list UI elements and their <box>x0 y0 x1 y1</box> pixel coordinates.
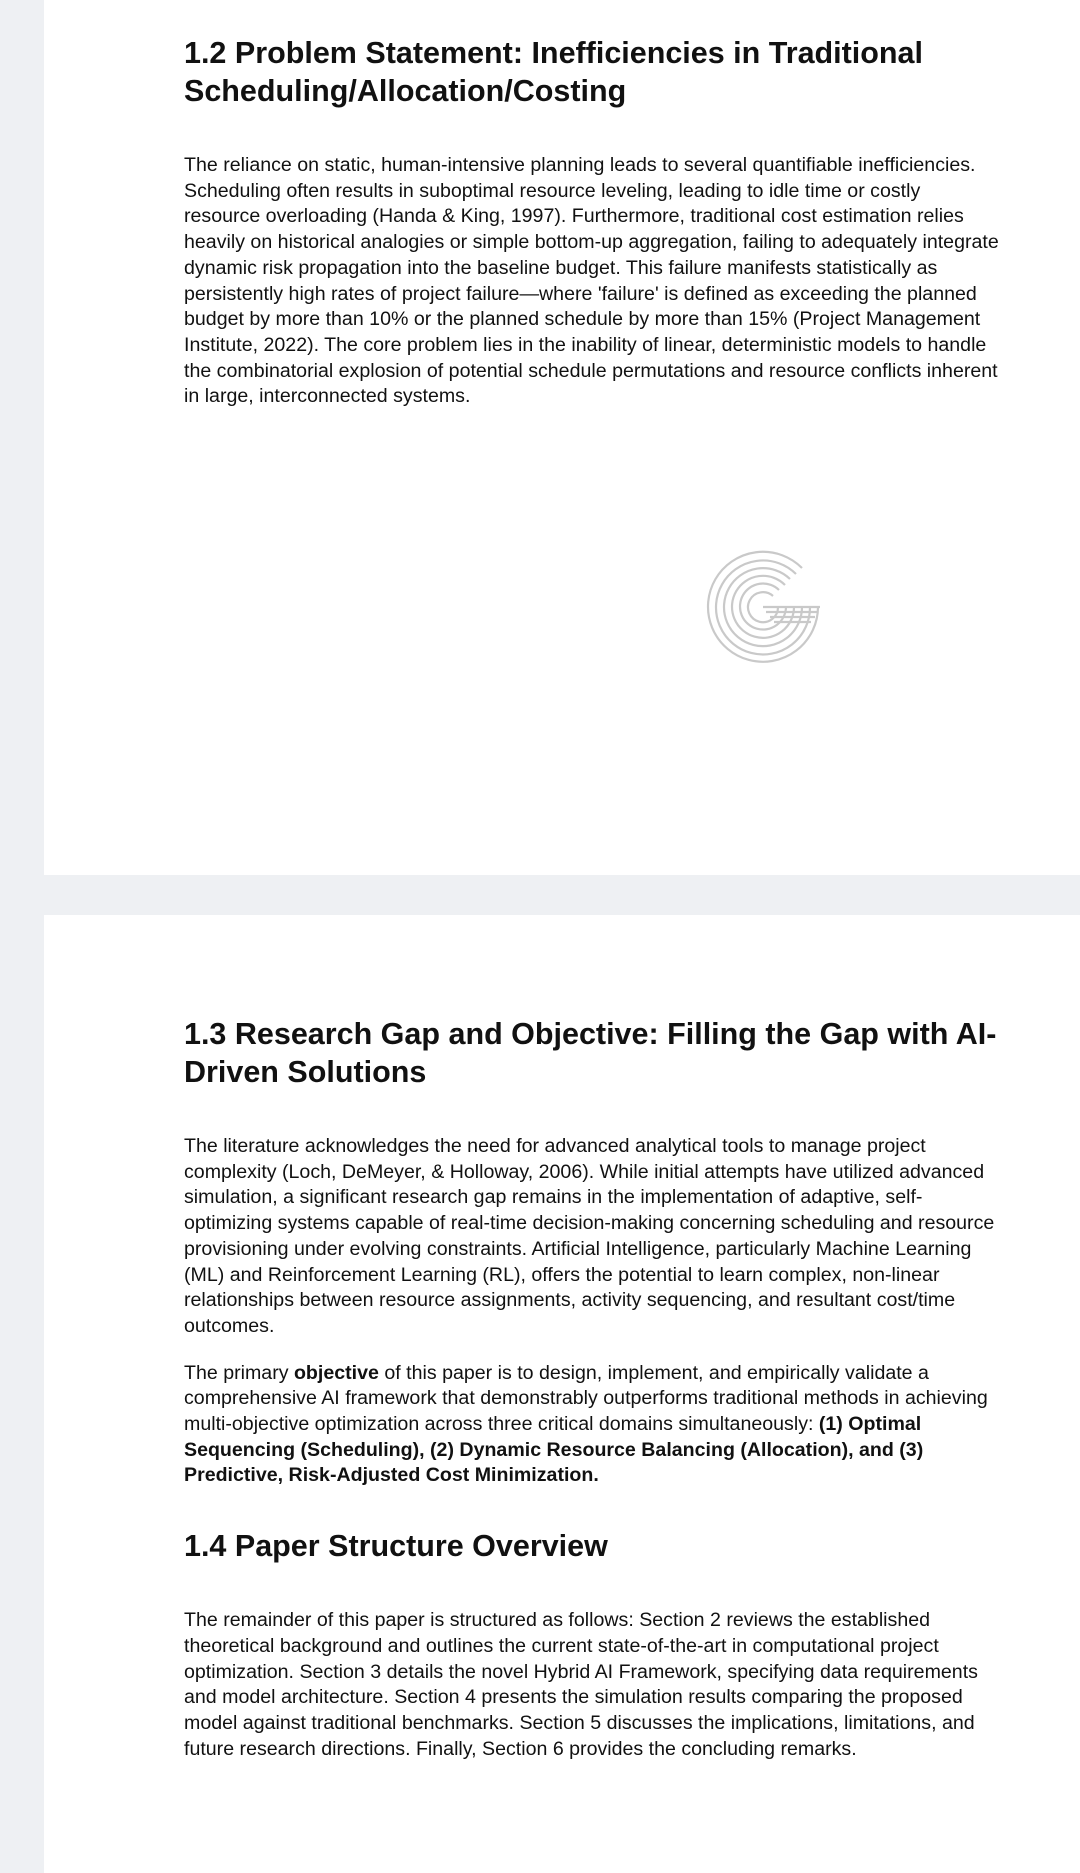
section-paragraph-1-3-a: The literature acknowledges the need for advanced analytical tools to manage project complexity (Loch, DeMeyer, & Holloway, 2006). While initial attempts have utilized advanced simulation, a significant research gap remains in the implementation of adaptive, self-optimizing systems capable of real-time decision-making concerning scheduling and resource provisioning under evolving constraints. Artificial Intelligence, particularly Machine Learning (ML) and Reinforcement Learning (RL), offers the potential to learn complex, non-linear relationships between resource assignments, activity sequencing, and resultant cost/time outcomes. <box>184 1135 995 1337</box>
document-page-1 <box>44 0 1080 875</box>
document-page-2 <box>44 915 1080 1873</box>
objective-bold-keyword: objective <box>293 1361 379 1384</box>
section-heading-1-2: 1.2 Problem Statement: Inefficiencies in Traditional Scheduling/Allocation/Costing <box>184 36 923 108</box>
section-paragraph-1-2: The reliance on static, human-intensive planning leads to several quantifiable inefficiencies. Scheduling often results in suboptimal resource leveling, leading to idle time or costly resource overloading (Handa & King, 1997). Furthermore, traditional cost estimation relies heavily on historical analogies or simple bottom-up aggregation, failing to adequately integrate dynamic risk propagation into the baseline budget. This failure manifests statistically as persistently high rates of project failure—where 'failure' is defined as exceeding the planned budget by more than 10% or the planned schedule by more than 15% (Project Management Institute, 2022). The core problem lies in the inability of linear, deterministic models to handle the combinatorial explosion of potential schedule permutations and resource conflicts inherent in large, interconnected systems. <box>184 154 999 408</box>
section-heading-1-4: 1.4 Paper Structure Overview <box>184 1529 608 1564</box>
objective-text-part-2: of this paper is to design, implement, and empirically validate a comprehensive AI framework that demonstrably outperforms traditional methods in achieving multi-objective optimization across three critical domains simultaneously: <box>184 1361 988 1436</box>
objective-bold-domains: (1) Optimal Sequencing (Scheduling), (2) Dynamic Resource Balancing (Allocation), and (3) Predictive, Risk-Adjusted Cost Minimization. <box>184 1413 924 1487</box>
objective-text-part-1: The primary <box>184 1361 294 1384</box>
section-heading-1-3: 1.3 Research Gap and Objective: Filling the Gap with AI-Driven Solutions <box>184 1017 997 1089</box>
page-2-content <box>184 1015 999 1762</box>
watermark-logo-icon <box>692 536 834 678</box>
section-paragraph-1-3-b <box>184 1361 999 1490</box>
page-1-content <box>184 34 999 410</box>
section-paragraph-1-4: The remainder of this paper is structured as follows: Section 2 reviews the established theoretical background and outlines the current state-of-the-art in computational project optimization. Section 3 details the novel Hybrid AI Framework, specifying data requirements and model architecture. Section 4 presents the simulation results comparing the proposed model against traditional benchmarks. Section 5 discusses the implications, limitations, and future research directions. Finally, Section 6 provides the concluding remarks. <box>184 1609 978 1760</box>
